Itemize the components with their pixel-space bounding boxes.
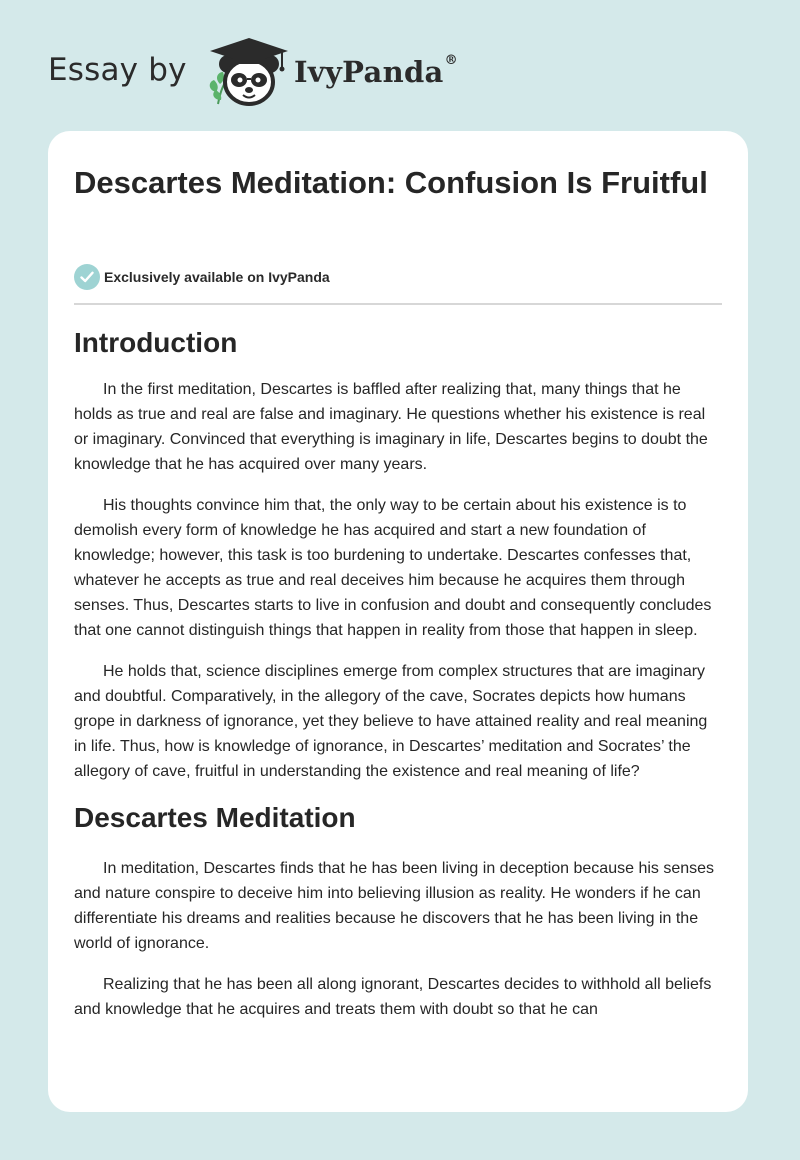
essay-card: [48, 131, 748, 1112]
paragraph: His thoughts convince him that, the only way to be certain about his existence is to demolish every form of knowledge he has acquired and start a new foundation of knowledge; however, this task is too burdening to undertake. Descartes confesses that, whatever he accepts as true and real deceives him because he acquires them through senses. Thus, Descartes starts to live in confusion and doubt and consequently concludes that one cannot distinguish things that happen in reality from those that happen in sleep.: [74, 497, 712, 639]
section-heading-descartes-meditation: Descartes Meditation: [74, 802, 356, 833]
paragraph: Realizing that he has been all along ignorant, Descartes decides to withhold all beliefs and knowledge that he acquires and treats them with doubt so that he can: [74, 976, 712, 1018]
check-icon: [74, 264, 100, 290]
brand-name-text: IvyPanda: [294, 55, 444, 89]
paragraph: In meditation, Descartes finds that he has been living in deception because his senses and nature conspire to deceive him into believing illusion as reality. He wonders if he can differentiate his dreams and realities because he discovers that he has been living in the world of ignorance.: [74, 860, 715, 952]
paragraph: He holds that, science disciplines emerge from complex structures that are imaginary and doubtful. Comparatively, in the allegory of the cave, Socrates depicts how humans grope in darkness of ignorance, yet they believe to have attained reality and real meaning in life. Thus, how is knowledge of ignorance, in Descartes’ meditation and Socrates’ the allegory of cave, fruitful in understanding the existence and real meaning of life?: [74, 663, 708, 780]
exclusive-label: Exclusively available on IvyPanda: [104, 269, 330, 285]
exclusive-badge: [74, 264, 330, 290]
paragraph: In the first meditation, Descartes is baffled after realizing that, many things that he holds as true and real are false and imaginary. He questions whether his existence is real or imaginary. Convinced that everything is imaginary in life, Descartes begins to doubt the knowledge that he has acquired over many years.: [74, 381, 708, 473]
essay-body: [74, 323, 722, 1022]
site-header: [48, 34, 508, 110]
essay-title: Descartes Meditation: Confusion Is Fruitful: [74, 165, 708, 200]
panda-graduate-icon[interactable]: [204, 34, 290, 110]
registered-mark: ®: [444, 53, 458, 68]
essay-by-label: Essay by: [48, 52, 187, 88]
section-heading-introduction: Introduction: [74, 327, 238, 358]
brand-name[interactable]: [294, 55, 458, 89]
title-divider: [74, 303, 722, 305]
